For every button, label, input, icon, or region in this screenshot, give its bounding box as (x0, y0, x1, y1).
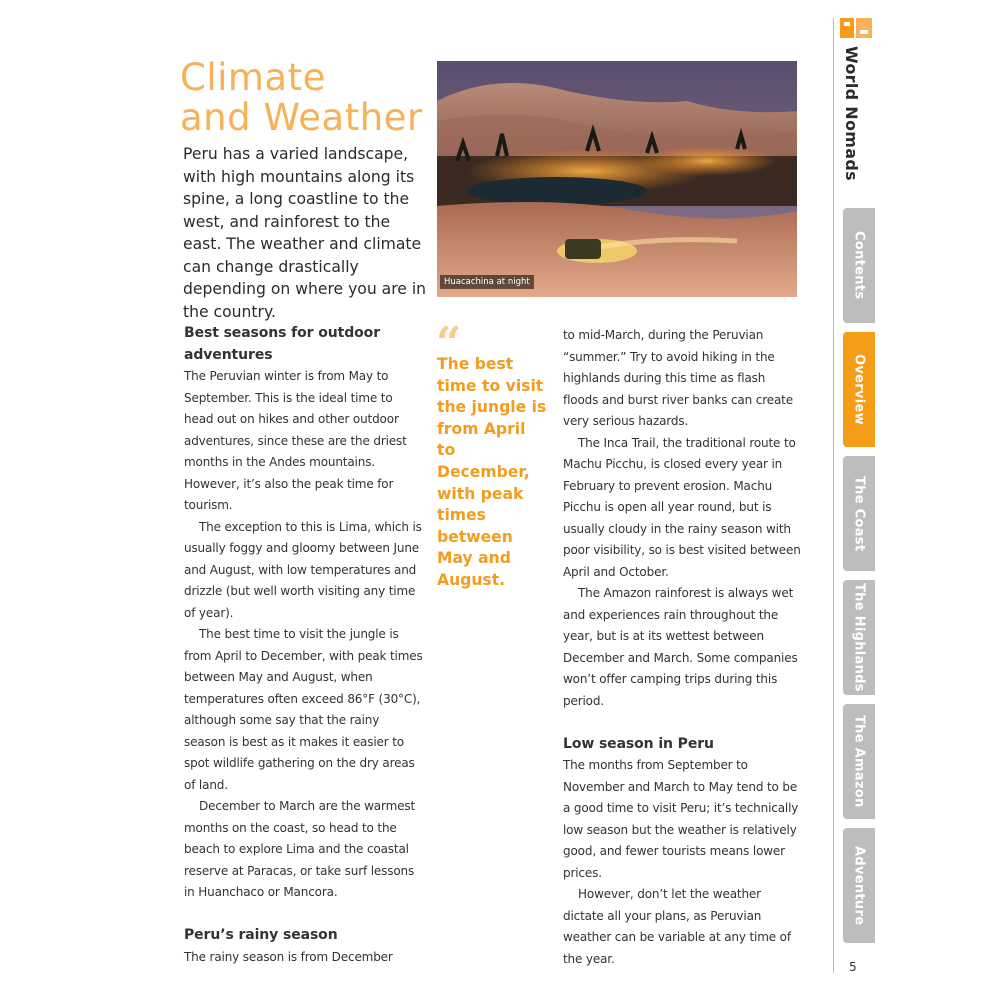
world-nomads-logo-icon (840, 18, 872, 38)
paragraph: The best time to visit the jungle is from April to December, with peak times between May and August, when temperatures often exceed 86°F (30°C), although some say that the rainy season is best as it makes it easier to spot wildlife gathering on the dry areas of land. (184, 627, 423, 792)
tab-label: Adventure (851, 845, 867, 926)
paragraph: December to March are the warmest months on the coast, so head to the beach to explore Lima and the coastal reserve at Paracas, or take surf lessons in Huanchaco or Mancora. (184, 799, 415, 899)
tab-label: The Highlands (851, 583, 867, 692)
tab-contents[interactable] (843, 208, 875, 323)
title-line-2: and Weather (180, 96, 423, 139)
tab-the-amazon[interactable] (843, 704, 875, 819)
heading-rainy-season: Peru’s rainy season (184, 927, 338, 943)
heading-best-seasons: Best seasons for outdoor adventures (184, 325, 380, 363)
title-line-1: Climate (180, 56, 326, 99)
tab-the-highlands[interactable] (843, 580, 875, 695)
heading-low-season: Low season in Peru (563, 735, 714, 752)
paragraph: The months from September to November and March to May tend to be a good time to visit Peru; it’s technically low season but the weather is relatively good, and fewer tourists means lower prices. (563, 758, 799, 880)
intro-paragraph: Peru has a varied landscape, with high mountains along its spine, a long coastline to the west, and rainforest to the east. The weather and climate can change drastically depending on where you are in the country. (183, 145, 427, 321)
tab-label: Overview (851, 354, 867, 425)
huacachina-photo (437, 61, 797, 297)
paragraph: However, don’t let the weather dictate all your plans, as Peruvian weather can be variable at any time of the year. (563, 887, 791, 966)
brand-label: World Nomads (842, 46, 861, 181)
brand-name (842, 46, 866, 186)
sidebar-divider (833, 18, 834, 973)
tab-adventure[interactable] (843, 828, 875, 943)
paragraph: The exception to this is Lima, which is usually foggy and gloomy between June and August, with low temperatures and drizzle (but well worth visiting any time of year). (184, 519, 422, 620)
pull-quote: The best time to visit the jungle is from April to December, with peak times between May and August. (437, 355, 547, 589)
tab-overview[interactable] (843, 332, 875, 447)
paragraph: The Inca Trail, the traditional route to Machu Picchu, is closed every year in February to prevent erosion. Machu Picchu is open all year round, but is usually cloudy in the rainy season with poor visibility, so is best visited between April and October. (563, 435, 801, 579)
paragraph: to mid-March, during the Peruvian “summer.” Try to avoid hiking in the highlands during this time as flash floods and burst river banks can create very serious hazards. (563, 328, 793, 428)
quote-mark-icon: “ (436, 318, 462, 369)
tab-the-coast[interactable] (843, 456, 875, 571)
column-right (563, 325, 801, 970)
page-number: 5 (849, 960, 857, 974)
paragraph: The rainy season is from December (184, 949, 393, 964)
tab-label: Contents (851, 231, 867, 300)
spacer (563, 712, 801, 734)
photo-illustration (437, 61, 797, 297)
paragraph: The Amazon rainforest is always wet and experiences rain throughout the year, but is at its wettest between December and March. Some companies won’t offer camping trips during this period. (563, 586, 798, 708)
tab-label: The Coast (851, 475, 867, 552)
photo-caption: Huacachina at night (440, 275, 534, 289)
column-left (184, 323, 424, 968)
paragraph: The Peruvian winter is from May to September. This is the ideal time to head out on hikes and other outdoor adventures, since these are the driest months in the Andes mountains. However, it’s also the peak time for tourism. (184, 369, 407, 512)
page-title (180, 58, 430, 138)
tab-label: The Amazon (851, 715, 867, 808)
spacer (184, 904, 424, 926)
